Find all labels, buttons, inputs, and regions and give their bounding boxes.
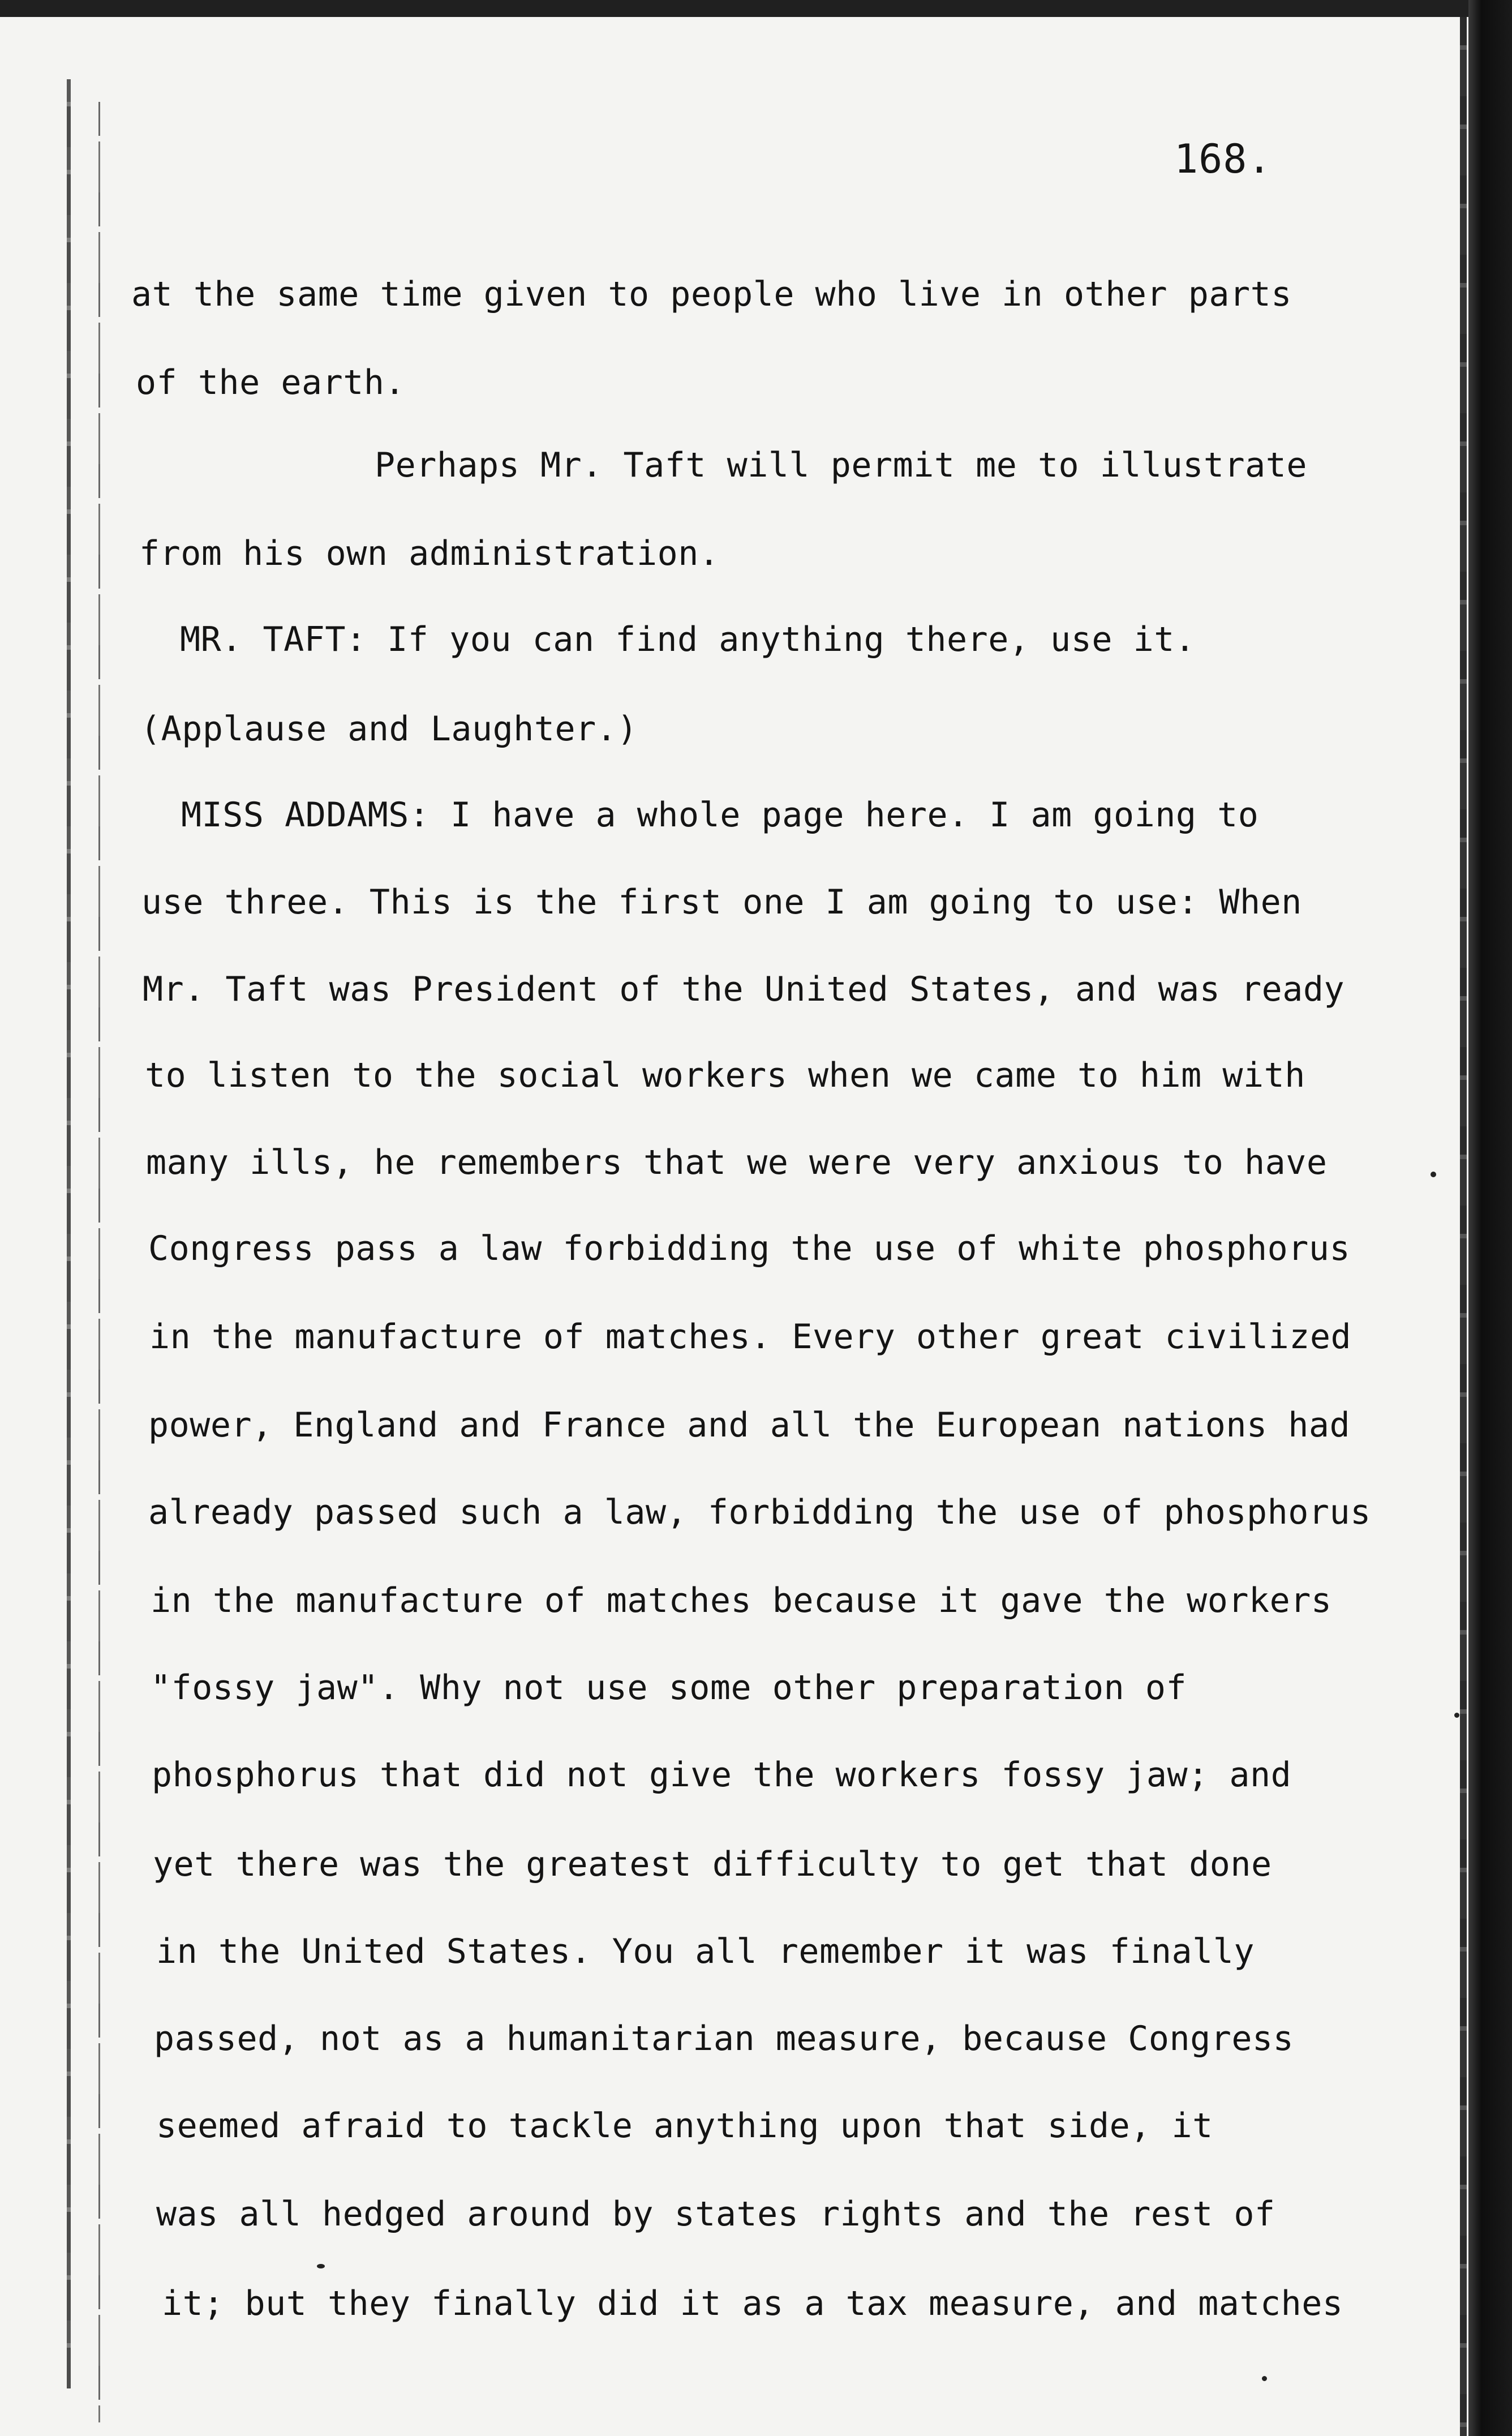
page-number: 168. (1174, 136, 1272, 182)
typewritten-page (0, 17, 1468, 2436)
text-line-10: to listen to the social workers when we came to him with (145, 1056, 1305, 1095)
text-line-12: Congress pass a law forbidding the use of white phosphorus (148, 1229, 1351, 1268)
text-line-15: already passed such a law, forbidding the use of phosphorus (148, 1493, 1371, 1532)
text-line-18: phosphorus that did not give the workers fossy jaw; and (152, 1755, 1292, 1795)
text-line-4: from his own administration. (139, 534, 720, 573)
text-line-3: Perhaps Mr. Taft will permit me to illustrate (375, 445, 1308, 485)
text-line-13: in the manufacture of matches. Every other great civilized (149, 1317, 1352, 1357)
speaker-line-addams (181, 795, 1259, 835)
scan-right-edge (1468, 0, 1512, 2436)
text-line-6: (Applause and Laughter.) (140, 709, 638, 749)
speech-text-taft: If you can find anything there, use it. (387, 620, 1196, 659)
scan-speck (1262, 2376, 1267, 2381)
scan-speck (1431, 1172, 1436, 1177)
scan-top-edge (0, 0, 1512, 17)
text-line-11: many ills, he remembers that we were very anxious to have (146, 1143, 1328, 1182)
speaker-label-taft: MR. TAFT: (180, 620, 367, 659)
text-line-23: was all hedged around by states rights and the rest of (156, 2194, 1275, 2234)
scan-speck (1454, 1713, 1459, 1718)
text-line-8: use three. This is the first one I am going to use: When (141, 882, 1302, 922)
text-line-19: yet there was the greatest difficulty to get that done (153, 1845, 1272, 1884)
text-line-2: of the earth. (136, 363, 406, 402)
scan-speck (317, 2264, 325, 2268)
text-line-1: at the same time given to people who live in other parts (131, 275, 1292, 314)
speech-text-addams: I have a whole page here. I am going to (450, 795, 1259, 835)
speaker-line-taft (180, 620, 1196, 659)
text-line-22: seemed afraid to tackle anything upon that side, it (156, 2106, 1213, 2146)
text-line-16: in the manufacture of matches because it gave the workers (151, 1581, 1332, 1620)
text-line-14: power, England and France and all the European nations had (148, 1405, 1351, 1445)
text-line-17: "fossy jaw". Why not use some other preparation of (151, 1668, 1187, 1708)
right-margin-rule (1460, 17, 1467, 2436)
text-line-9: Mr. Taft was President of the United States, and was ready (143, 970, 1345, 1009)
speaker-label-addams: MISS ADDAMS: (181, 795, 430, 835)
text-line-21: passed, not as a humanitarian measure, because Congress (154, 2019, 1294, 2058)
text-line-20: in the United States. You all remember it was finally (156, 1932, 1255, 1971)
left-margin-rule (67, 79, 71, 2388)
text-line-24: it; but they finally did it as a tax measure, and matches (162, 2284, 1343, 2323)
left-margin-rule-inner (98, 102, 100, 2422)
